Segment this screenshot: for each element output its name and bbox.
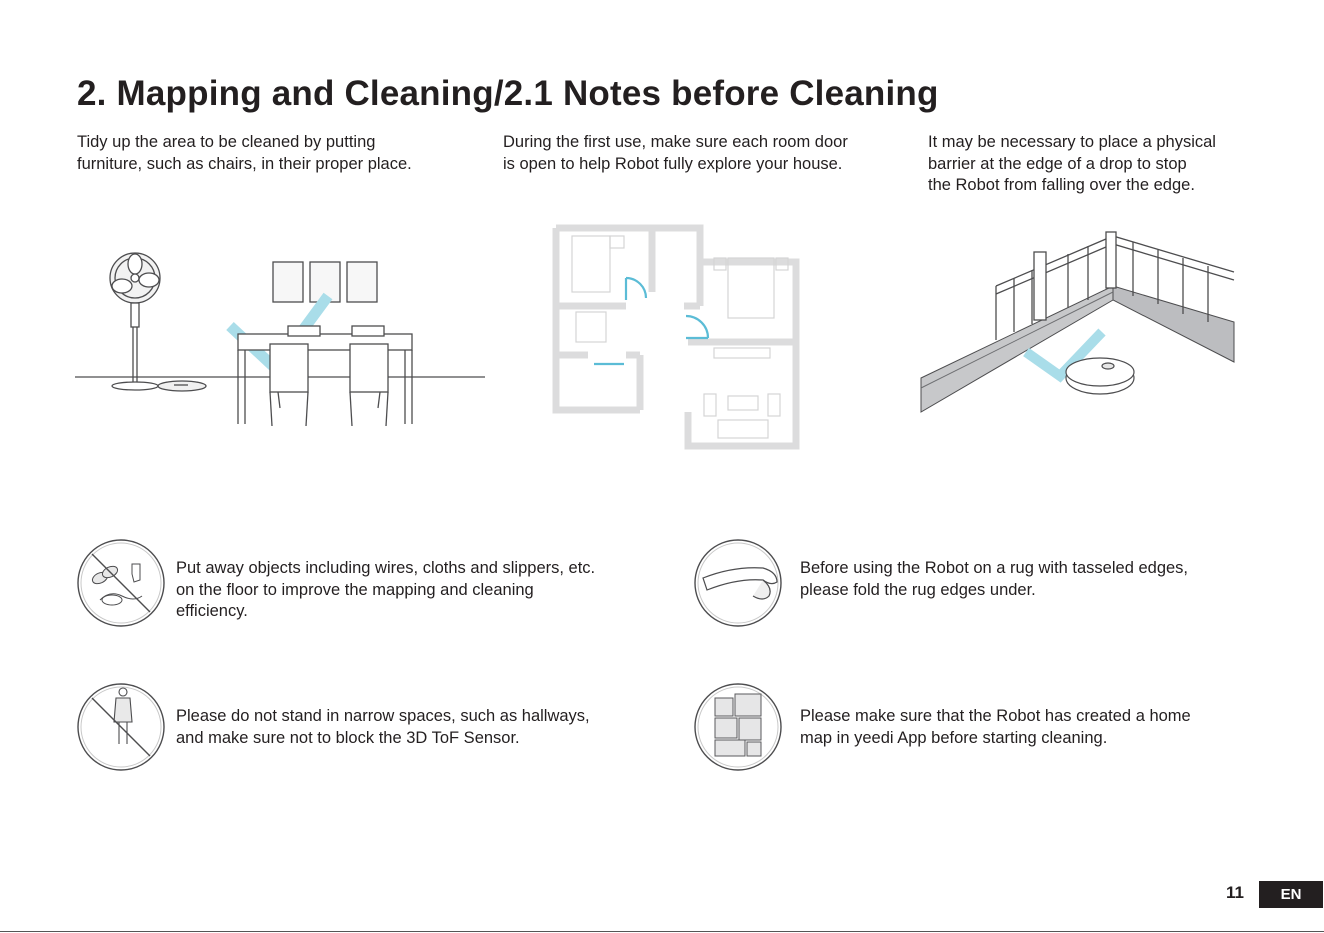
text-line: efficiency. [176,602,248,620]
text-line: During the first use, make sure each room door [503,133,848,151]
text-line: It may be necessary to place a physical [928,133,1216,151]
no-objects-icon [76,538,166,628]
note-fold-rug-edges [800,558,1188,601]
note-create-home-map [800,706,1191,749]
text-line: Please make sure that the Robot has created a home [800,707,1191,725]
col-text-open-doors [503,132,893,175]
page-number: 11 [1226,883,1244,902]
text-line: Before using the Robot on a rug with tasseled edges, [800,559,1188,577]
page-title: 2. Mapping and Cleaning/2.1 Notes before Cleaning [77,74,939,113]
text-line: on the floor to improve the mapping and cleaning [176,580,534,599]
text-line: is open to help Robot fully explore your house. [503,154,843,173]
text-line: please fold the rug edges under. [800,580,1036,599]
no-standing-icon [76,682,166,772]
home-map-icon [693,682,783,772]
stair-barrier-illustration [918,228,1238,418]
text-line: Please do not stand in narrow spaces, such as hallways, [176,707,590,725]
note-do-not-stand [176,706,590,749]
bottom-divider [0,931,1324,932]
col-text-tidy-up [77,132,467,175]
floor-plan-illustration [548,220,808,452]
rug-fold-icon [693,538,783,628]
text-line: furniture, such as chairs, in their proper place. [77,154,412,173]
dining-room-illustration [70,240,490,440]
text-line: and make sure not to block the 3D ToF Sensor. [176,728,520,747]
text-line: barrier at the edge of a drop to stop [928,154,1187,173]
note-put-away-objects [176,558,595,623]
text-line: map in yeedi App before starting cleaning. [800,728,1108,747]
text-line: Tidy up the area to be cleaned by putting [77,133,376,151]
language-badge: EN [1259,881,1323,908]
text-line: Put away objects including wires, cloths and slippers, etc. [176,559,596,577]
text-line: the Robot from falling over the edge. [928,176,1195,194]
col-text-physical-barrier [928,132,1318,197]
